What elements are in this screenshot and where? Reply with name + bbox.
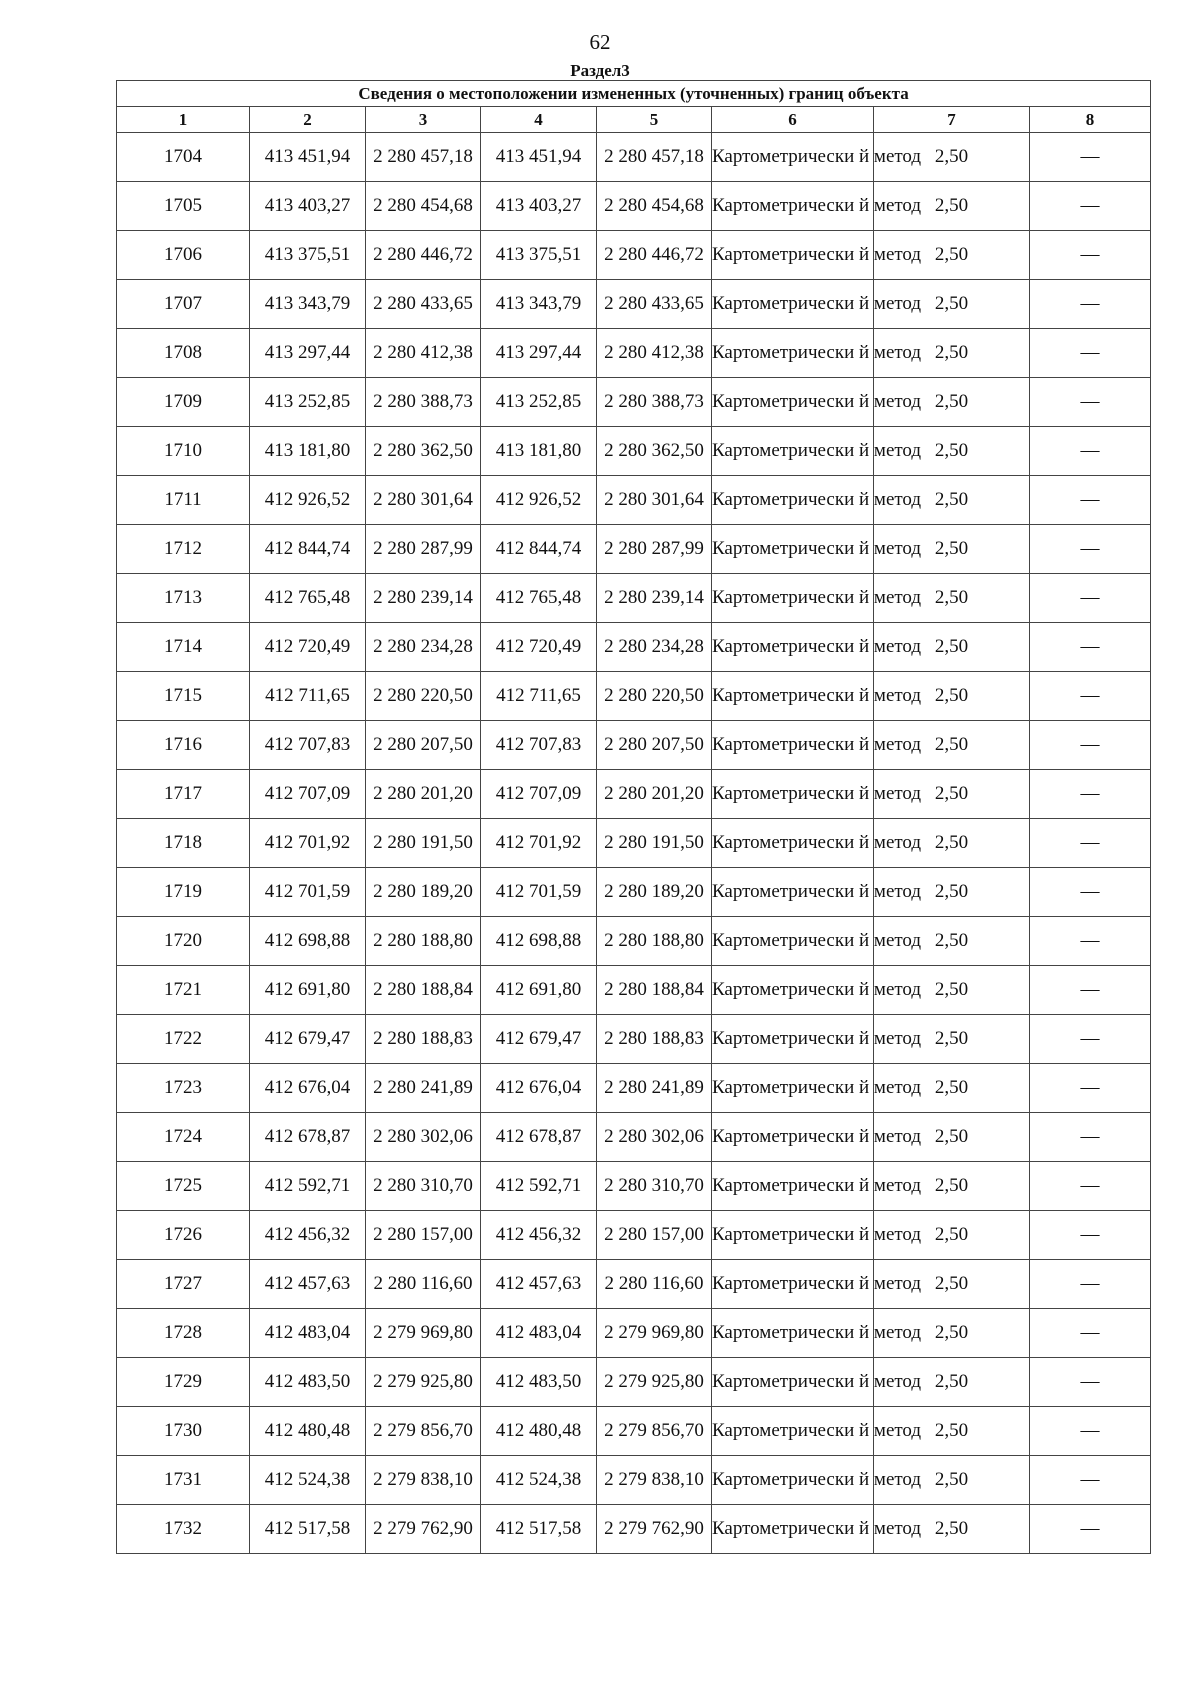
- x-new-cell: 413 252,85: [481, 378, 597, 427]
- accuracy-cell: 2,50: [874, 1309, 1030, 1358]
- description-cell: —: [1030, 623, 1151, 672]
- table-row: [117, 1456, 1151, 1505]
- x-new-cell: 412 711,65: [481, 672, 597, 721]
- y-new-cell: 2 280 301,64: [597, 476, 712, 525]
- y-existing-cell: 2 280 220,50: [366, 672, 481, 721]
- point-number-cell: 1722: [117, 1015, 250, 1064]
- table-row: [117, 378, 1151, 427]
- x-existing-cell: 413 297,44: [250, 329, 366, 378]
- method-cell: Картометрически й метод: [712, 623, 874, 672]
- point-number-cell: 1726: [117, 1211, 250, 1260]
- x-existing-cell: 412 457,63: [250, 1260, 366, 1309]
- y-existing-cell: 2 280 234,28: [366, 623, 481, 672]
- method-cell: Картометрически й метод: [712, 1505, 874, 1554]
- description-cell: —: [1030, 182, 1151, 231]
- accuracy-cell: 2,50: [874, 1113, 1030, 1162]
- y-existing-cell: 2 280 188,80: [366, 917, 481, 966]
- accuracy-cell: 2,50: [874, 133, 1030, 182]
- y-existing-cell: 2 280 189,20: [366, 868, 481, 917]
- y-new-cell: 2 280 388,73: [597, 378, 712, 427]
- accuracy-cell: 2,50: [874, 182, 1030, 231]
- description-cell: —: [1030, 329, 1151, 378]
- y-new-cell: 2 280 116,60: [597, 1260, 712, 1309]
- x-existing-cell: 412 592,71: [250, 1162, 366, 1211]
- page-number: 62: [589, 30, 611, 54]
- y-new-cell: 2 279 856,70: [597, 1407, 712, 1456]
- accuracy-cell: 2,50: [874, 1260, 1030, 1309]
- point-number-cell: 1718: [117, 819, 250, 868]
- y-new-cell: 2 279 838,10: [597, 1456, 712, 1505]
- description-cell: —: [1030, 231, 1151, 280]
- accuracy-cell: 2,50: [874, 231, 1030, 280]
- accuracy-cell: 2,50: [874, 1358, 1030, 1407]
- table-row: [117, 280, 1151, 329]
- x-new-cell: 412 720,49: [481, 623, 597, 672]
- point-number-cell: 1729: [117, 1358, 250, 1407]
- method-cell: Картометрически й метод: [712, 1456, 874, 1505]
- accuracy-cell: 2,50: [874, 525, 1030, 574]
- table-row: [117, 770, 1151, 819]
- table-row: [117, 525, 1151, 574]
- x-new-cell: 412 707,09: [481, 770, 597, 819]
- accuracy-cell: 2,50: [874, 868, 1030, 917]
- x-existing-cell: 412 711,65: [250, 672, 366, 721]
- description-cell: —: [1030, 672, 1151, 721]
- x-new-cell: 412 480,48: [481, 1407, 597, 1456]
- description-cell: —: [1030, 1015, 1151, 1064]
- point-number-cell: 1707: [117, 280, 250, 329]
- x-existing-cell: 413 375,51: [250, 231, 366, 280]
- table-row: [117, 133, 1151, 182]
- point-number-cell: 1728: [117, 1309, 250, 1358]
- table-row: [117, 1064, 1151, 1113]
- accuracy-cell: 2,50: [874, 427, 1030, 476]
- y-existing-cell: 2 280 239,14: [366, 574, 481, 623]
- y-existing-cell: 2 279 925,80: [366, 1358, 481, 1407]
- x-existing-cell: 413 343,79: [250, 280, 366, 329]
- description-cell: —: [1030, 378, 1151, 427]
- x-new-cell: 412 517,58: [481, 1505, 597, 1554]
- y-existing-cell: 2 280 362,50: [366, 427, 481, 476]
- table-row: [117, 672, 1151, 721]
- description-cell: —: [1030, 1113, 1151, 1162]
- y-new-cell: 2 279 925,80: [597, 1358, 712, 1407]
- y-new-cell: 2 279 762,90: [597, 1505, 712, 1554]
- x-new-cell: 412 676,04: [481, 1064, 597, 1113]
- y-existing-cell: 2 279 762,90: [366, 1505, 481, 1554]
- y-existing-cell: 2 280 207,50: [366, 721, 481, 770]
- x-new-cell: 413 451,94: [481, 133, 597, 182]
- point-number-cell: 1710: [117, 427, 250, 476]
- point-number-cell: 1730: [117, 1407, 250, 1456]
- x-new-cell: 413 343,79: [481, 280, 597, 329]
- x-new-cell: 412 592,71: [481, 1162, 597, 1211]
- point-number-cell: 1716: [117, 721, 250, 770]
- accuracy-cell: 2,50: [874, 378, 1030, 427]
- y-existing-cell: 2 280 188,84: [366, 966, 481, 1015]
- x-existing-cell: 412 707,09: [250, 770, 366, 819]
- table-row: [117, 868, 1151, 917]
- y-existing-cell: 2 280 454,68: [366, 182, 481, 231]
- method-cell: Картометрически й метод: [712, 574, 874, 623]
- y-existing-cell: 2 280 302,06: [366, 1113, 481, 1162]
- method-cell: Картометрически й метод: [712, 1064, 874, 1113]
- point-number-cell: 1724: [117, 1113, 250, 1162]
- method-cell: Картометрически й метод: [712, 280, 874, 329]
- method-cell: Картометрически й метод: [712, 525, 874, 574]
- accuracy-cell: 2,50: [874, 280, 1030, 329]
- method-cell: Картометрически й метод: [712, 427, 874, 476]
- x-new-cell: 412 678,87: [481, 1113, 597, 1162]
- x-new-cell: 412 524,38: [481, 1456, 597, 1505]
- accuracy-cell: 2,50: [874, 966, 1030, 1015]
- description-cell: —: [1030, 280, 1151, 329]
- accuracy-cell: 2,50: [874, 1162, 1030, 1211]
- table-row: [117, 476, 1151, 525]
- description-cell: —: [1030, 574, 1151, 623]
- table-row: [117, 182, 1151, 231]
- x-existing-cell: 412 483,50: [250, 1358, 366, 1407]
- x-existing-cell: 412 765,48: [250, 574, 366, 623]
- description-cell: —: [1030, 721, 1151, 770]
- x-existing-cell: 412 701,92: [250, 819, 366, 868]
- description-cell: —: [1030, 133, 1151, 182]
- table-row: [117, 819, 1151, 868]
- method-cell: Картометрически й метод: [712, 966, 874, 1015]
- x-existing-cell: 412 456,32: [250, 1211, 366, 1260]
- point-number-cell: 1708: [117, 329, 250, 378]
- x-new-cell: 412 765,48: [481, 574, 597, 623]
- method-cell: Картометрически й метод: [712, 329, 874, 378]
- x-new-cell: 413 403,27: [481, 182, 597, 231]
- x-new-cell: 412 926,52: [481, 476, 597, 525]
- y-new-cell: 2 280 188,83: [597, 1015, 712, 1064]
- point-number-cell: 1727: [117, 1260, 250, 1309]
- accuracy-cell: 2,50: [874, 1456, 1030, 1505]
- accuracy-cell: 2,50: [874, 329, 1030, 378]
- y-new-cell: 2 280 234,28: [597, 623, 712, 672]
- method-cell: Картометрически й метод: [712, 868, 874, 917]
- method-cell: Картометрически й метод: [712, 476, 874, 525]
- description-cell: —: [1030, 868, 1151, 917]
- point-number-cell: 1711: [117, 476, 250, 525]
- accuracy-cell: 2,50: [874, 819, 1030, 868]
- description-cell: —: [1030, 427, 1151, 476]
- x-new-cell: 412 483,50: [481, 1358, 597, 1407]
- description-cell: —: [1030, 966, 1151, 1015]
- method-cell: Картометрически й метод: [712, 1358, 874, 1407]
- column-number-header: 4: [481, 107, 597, 133]
- method-cell: Картометрически й метод: [712, 378, 874, 427]
- table-row: [117, 1015, 1151, 1064]
- x-new-cell: 412 679,47: [481, 1015, 597, 1064]
- y-new-cell: 2 280 207,50: [597, 721, 712, 770]
- table-row: [117, 1162, 1151, 1211]
- y-new-cell: 2 280 302,06: [597, 1113, 712, 1162]
- accuracy-cell: 2,50: [874, 1015, 1030, 1064]
- x-new-cell: 412 691,80: [481, 966, 597, 1015]
- table-row: [117, 1505, 1151, 1554]
- x-existing-cell: 413 451,94: [250, 133, 366, 182]
- column-number-header: 1: [117, 107, 250, 133]
- column-number-header: 3: [366, 107, 481, 133]
- column-number-header: 7: [874, 107, 1030, 133]
- y-existing-cell: 2 280 116,60: [366, 1260, 481, 1309]
- x-existing-cell: 413 181,80: [250, 427, 366, 476]
- accuracy-cell: 2,50: [874, 1211, 1030, 1260]
- description-cell: —: [1030, 1358, 1151, 1407]
- x-new-cell: 412 457,63: [481, 1260, 597, 1309]
- column-number-header: 5: [597, 107, 712, 133]
- y-existing-cell: 2 280 388,73: [366, 378, 481, 427]
- x-existing-cell: 412 480,48: [250, 1407, 366, 1456]
- method-cell: Картометрически й метод: [712, 1407, 874, 1456]
- point-number-cell: 1732: [117, 1505, 250, 1554]
- y-new-cell: 2 280 201,20: [597, 770, 712, 819]
- x-new-cell: 413 297,44: [481, 329, 597, 378]
- description-cell: —: [1030, 525, 1151, 574]
- point-number-cell: 1719: [117, 868, 250, 917]
- y-existing-cell: 2 280 446,72: [366, 231, 481, 280]
- point-number-cell: 1712: [117, 525, 250, 574]
- accuracy-cell: 2,50: [874, 574, 1030, 623]
- point-number-cell: 1713: [117, 574, 250, 623]
- y-new-cell: 2 280 239,14: [597, 574, 712, 623]
- y-new-cell: 2 280 189,20: [597, 868, 712, 917]
- point-number-cell: 1709: [117, 378, 250, 427]
- method-cell: Картометрически й метод: [712, 1113, 874, 1162]
- table-row: [117, 1358, 1151, 1407]
- method-cell: Картометрически й метод: [712, 1211, 874, 1260]
- x-existing-cell: 412 678,87: [250, 1113, 366, 1162]
- x-existing-cell: 412 707,83: [250, 721, 366, 770]
- y-existing-cell: 2 279 969,80: [366, 1309, 481, 1358]
- y-existing-cell: 2 280 310,70: [366, 1162, 481, 1211]
- x-new-cell: 413 181,80: [481, 427, 597, 476]
- point-number-cell: 1731: [117, 1456, 250, 1505]
- x-existing-cell: 412 691,80: [250, 966, 366, 1015]
- table-row: [117, 1407, 1151, 1456]
- y-new-cell: 2 280 310,70: [597, 1162, 712, 1211]
- y-new-cell: 2 280 188,80: [597, 917, 712, 966]
- accuracy-cell: 2,50: [874, 721, 1030, 770]
- point-number-cell: 1705: [117, 182, 250, 231]
- column-number-header: 8: [1030, 107, 1151, 133]
- accuracy-cell: 2,50: [874, 623, 1030, 672]
- description-cell: —: [1030, 819, 1151, 868]
- method-cell: Картометрически й метод: [712, 917, 874, 966]
- section-title: Раздел3: [570, 61, 630, 80]
- y-new-cell: 2 280 412,38: [597, 329, 712, 378]
- description-cell: —: [1030, 1260, 1151, 1309]
- x-existing-cell: 412 926,52: [250, 476, 366, 525]
- table-row: [117, 1211, 1151, 1260]
- x-new-cell: 412 701,59: [481, 868, 597, 917]
- table-row: [117, 1309, 1151, 1358]
- point-number-cell: 1721: [117, 966, 250, 1015]
- boundary-coordinates-table: [116, 80, 1151, 1554]
- x-new-cell: 412 707,83: [481, 721, 597, 770]
- y-new-cell: 2 280 188,84: [597, 966, 712, 1015]
- x-existing-cell: 412 483,04: [250, 1309, 366, 1358]
- y-new-cell: 2 280 241,89: [597, 1064, 712, 1113]
- y-existing-cell: 2 279 838,10: [366, 1456, 481, 1505]
- accuracy-cell: 2,50: [874, 770, 1030, 819]
- y-new-cell: 2 280 433,65: [597, 280, 712, 329]
- point-number-cell: 1723: [117, 1064, 250, 1113]
- description-cell: —: [1030, 917, 1151, 966]
- column-number-header: 6: [712, 107, 874, 133]
- x-existing-cell: 412 720,49: [250, 623, 366, 672]
- x-existing-cell: 412 517,58: [250, 1505, 366, 1554]
- method-cell: Картометрически й метод: [712, 721, 874, 770]
- y-existing-cell: 2 280 412,38: [366, 329, 481, 378]
- point-number-cell: 1706: [117, 231, 250, 280]
- point-number-cell: 1714: [117, 623, 250, 672]
- x-existing-cell: 412 676,04: [250, 1064, 366, 1113]
- point-number-cell: 1704: [117, 133, 250, 182]
- method-cell: Картометрически й метод: [712, 819, 874, 868]
- method-cell: Картометрически й метод: [712, 672, 874, 721]
- accuracy-cell: 2,50: [874, 1407, 1030, 1456]
- table-row: [117, 231, 1151, 280]
- accuracy-cell: 2,50: [874, 672, 1030, 721]
- y-existing-cell: 2 280 433,65: [366, 280, 481, 329]
- method-cell: Картометрически й метод: [712, 1015, 874, 1064]
- description-cell: —: [1030, 1162, 1151, 1211]
- x-existing-cell: 412 524,38: [250, 1456, 366, 1505]
- y-new-cell: 2 280 287,99: [597, 525, 712, 574]
- description-cell: —: [1030, 1505, 1151, 1554]
- table-row: [117, 917, 1151, 966]
- description-cell: —: [1030, 1064, 1151, 1113]
- table-row: [117, 574, 1151, 623]
- accuracy-cell: 2,50: [874, 1505, 1030, 1554]
- y-new-cell: 2 280 191,50: [597, 819, 712, 868]
- y-new-cell: 2 280 446,72: [597, 231, 712, 280]
- y-existing-cell: 2 280 457,18: [366, 133, 481, 182]
- table-row: [117, 623, 1151, 672]
- point-number-cell: 1717: [117, 770, 250, 819]
- point-number-cell: 1715: [117, 672, 250, 721]
- point-number-cell: 1725: [117, 1162, 250, 1211]
- description-cell: —: [1030, 770, 1151, 819]
- x-new-cell: 412 483,04: [481, 1309, 597, 1358]
- x-new-cell: 412 698,88: [481, 917, 597, 966]
- description-cell: —: [1030, 1456, 1151, 1505]
- y-existing-cell: 2 280 157,00: [366, 1211, 481, 1260]
- y-existing-cell: 2 279 856,70: [366, 1407, 481, 1456]
- table-row: [117, 427, 1151, 476]
- x-existing-cell: 412 701,59: [250, 868, 366, 917]
- column-number-header: 2: [250, 107, 366, 133]
- x-existing-cell: 412 844,74: [250, 525, 366, 574]
- table-row: [117, 1113, 1151, 1162]
- method-cell: Картометрически й метод: [712, 231, 874, 280]
- y-new-cell: 2 280 454,68: [597, 182, 712, 231]
- x-existing-cell: 413 252,85: [250, 378, 366, 427]
- x-existing-cell: 412 679,47: [250, 1015, 366, 1064]
- table-row: [117, 721, 1151, 770]
- method-cell: Картометрически й метод: [712, 770, 874, 819]
- method-cell: Картометрически й метод: [712, 1309, 874, 1358]
- table-row: [117, 1260, 1151, 1309]
- y-existing-cell: 2 280 191,50: [366, 819, 481, 868]
- y-new-cell: 2 280 157,00: [597, 1211, 712, 1260]
- description-cell: —: [1030, 1309, 1151, 1358]
- y-new-cell: 2 280 220,50: [597, 672, 712, 721]
- table-caption: Сведения о местоположении измененных (уточненных) границ объекта: [117, 81, 1151, 107]
- description-cell: —: [1030, 476, 1151, 525]
- y-existing-cell: 2 280 201,20: [366, 770, 481, 819]
- point-number-cell: 1720: [117, 917, 250, 966]
- y-new-cell: 2 279 969,80: [597, 1309, 712, 1358]
- y-existing-cell: 2 280 287,99: [366, 525, 481, 574]
- x-existing-cell: 412 698,88: [250, 917, 366, 966]
- description-cell: —: [1030, 1211, 1151, 1260]
- y-new-cell: 2 280 457,18: [597, 133, 712, 182]
- method-cell: Картометрически й метод: [712, 1260, 874, 1309]
- x-new-cell: 413 375,51: [481, 231, 597, 280]
- accuracy-cell: 2,50: [874, 476, 1030, 525]
- method-cell: Картометрически й метод: [712, 1162, 874, 1211]
- method-cell: Картометрически й метод: [712, 133, 874, 182]
- y-existing-cell: 2 280 188,83: [366, 1015, 481, 1064]
- description-cell: —: [1030, 1407, 1151, 1456]
- x-new-cell: 412 701,92: [481, 819, 597, 868]
- y-existing-cell: 2 280 301,64: [366, 476, 481, 525]
- method-cell: Картометрически й метод: [712, 182, 874, 231]
- table-row: [117, 329, 1151, 378]
- y-new-cell: 2 280 362,50: [597, 427, 712, 476]
- y-existing-cell: 2 280 241,89: [366, 1064, 481, 1113]
- x-existing-cell: 413 403,27: [250, 182, 366, 231]
- accuracy-cell: 2,50: [874, 1064, 1030, 1113]
- accuracy-cell: 2,50: [874, 917, 1030, 966]
- x-new-cell: 412 456,32: [481, 1211, 597, 1260]
- x-new-cell: 412 844,74: [481, 525, 597, 574]
- table-row: [117, 966, 1151, 1015]
